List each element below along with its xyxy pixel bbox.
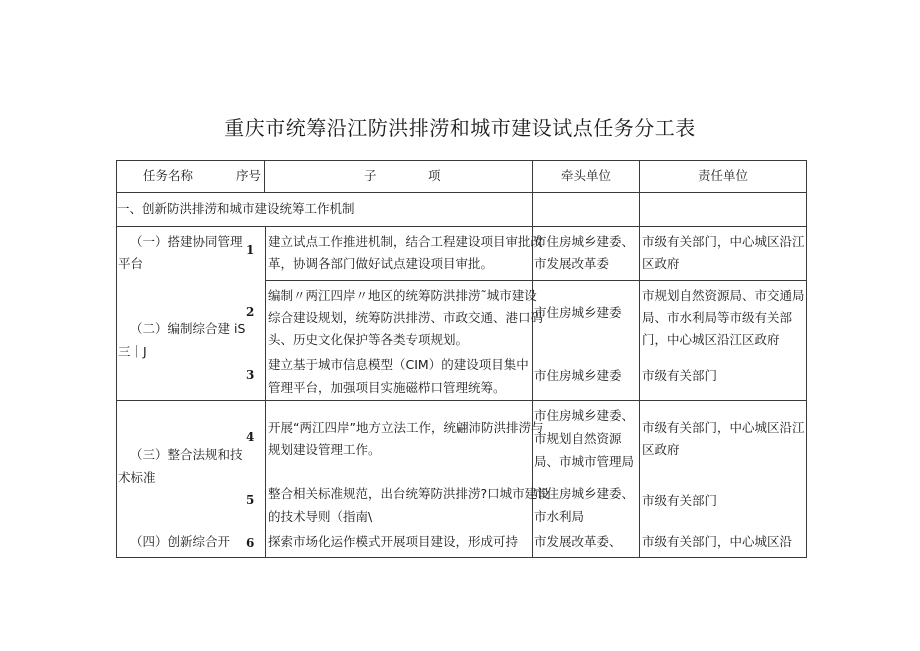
row-seq: 5 <box>246 493 255 507</box>
header-sub-item: 子 <box>364 168 377 183</box>
row-seq: 6 <box>246 536 255 550</box>
lead-unit-text: 市住房城乡建委、 <box>534 486 635 501</box>
row-divider <box>116 192 807 193</box>
lead-unit-text: 市住房城乡建委 <box>534 305 622 320</box>
header-resp-unit: 责任单位 <box>698 168 749 183</box>
task-item-text: 建立试点工作推进机制，结合工程建设项目审批改 <box>268 234 544 249</box>
column-divider <box>639 160 640 557</box>
row-seq: 3 <box>246 368 255 382</box>
resp-unit-text: 区政府 <box>642 256 680 271</box>
lead-unit-text: 局、市城市管理局 <box>534 454 635 469</box>
resp-unit-text: 市级有关部门，中心城区沿江 <box>642 234 805 249</box>
task-group-name: （三）整合法规和技 <box>130 447 243 462</box>
resp-unit-text: 局、市水利局等市级有关部 <box>642 310 793 325</box>
row-seq: 2 <box>246 305 255 319</box>
page-title: 重庆市统筹沿江防洪排涝和城市建设试点任务分工表 <box>224 116 696 140</box>
lead-unit-text: 市规划自然资源 <box>534 431 622 446</box>
lead-unit-text: 市住房城乡建委 <box>534 368 622 383</box>
task-item-text: 建立基于城市信息模型（CIM）的建设项目集中 <box>268 357 529 372</box>
column-divider <box>264 160 265 192</box>
section-heading: 一、创新防洪排涝和城市建设统筹工作机制 <box>117 201 355 216</box>
lead-unit-text: 市水利局 <box>534 509 585 524</box>
task-group-name: （四）创新综合开 <box>130 534 231 549</box>
task-item-text: 探索市场化运作模式开展项目建设，形成可持 <box>268 534 519 549</box>
header-task-name: 任务名称 <box>143 168 194 183</box>
resp-unit-text: 市级有关部门 <box>642 493 718 508</box>
task-group-name: 术标准 <box>118 470 156 485</box>
row-seq: 1 <box>246 243 255 257</box>
task-item-text: 头、历史文化保护等各类专项规划。 <box>268 332 469 347</box>
task-group-name: （二）编制综合建 iS <box>130 321 246 336</box>
header-sub-item: 项 <box>428 168 441 183</box>
column-divider <box>265 226 266 557</box>
lead-unit-text: 市住房城乡建委、 <box>534 408 635 423</box>
row-divider <box>265 280 806 281</box>
lead-unit-text: 市发展改革委、 <box>534 534 622 549</box>
task-group-name: （一）搭建协同管理 <box>130 234 243 249</box>
resp-unit-text: 市级有关部门，中心城区沿江 <box>642 420 805 435</box>
header-seq: 序号 <box>236 168 262 183</box>
task-item-text: 的技术导则（指南\ <box>268 509 373 524</box>
lead-unit-text: 市住房城乡建委、 <box>534 234 635 249</box>
task-item-text: 开展“两江四岸”地方立法工作，统翩沛防洪排涝与 <box>268 420 544 435</box>
header-lead-unit: 牵头单位 <box>561 168 612 183</box>
row-divider <box>116 400 807 401</box>
resp-unit-text: 市级有关部门 <box>642 368 718 383</box>
resp-unit-text: 门，中心城区沿江区政府 <box>642 332 780 347</box>
table-border-right <box>806 160 807 557</box>
task-group-name: 平台 <box>118 256 144 271</box>
task-item-text: 管理平台，加强项目实施磁栉口管理统筹。 <box>268 380 506 395</box>
resp-unit-text: 市规划自然资源局、市交通局 <box>642 288 805 303</box>
resp-unit-text: 市级有关部门，中心城区沿 <box>642 534 793 549</box>
lead-unit-text: 市发展改革委 <box>534 256 610 271</box>
task-item-text: 编制〃两江四岸〃地区的统筹防洪排涝˜城市建设 <box>268 288 537 303</box>
task-item-text: 规划建设管理工作。 <box>268 442 381 457</box>
resp-unit-text: 区政府 <box>642 442 680 457</box>
task-group-name: 三｜J <box>118 344 147 359</box>
task-item-text: 综合建设规划，统筹防洪排涝、市政交通、港口码 <box>268 310 544 325</box>
table-border-bottom <box>116 557 807 558</box>
row-divider <box>116 226 807 227</box>
task-item-text: 整合相关标准规范，出台统筹防洪排涝?口城市建设 <box>268 486 550 501</box>
table-border-top <box>116 160 807 161</box>
row-seq: 4 <box>246 430 255 444</box>
task-item-text: 革，协调各部门做好试点建设项目审批。 <box>268 256 494 271</box>
